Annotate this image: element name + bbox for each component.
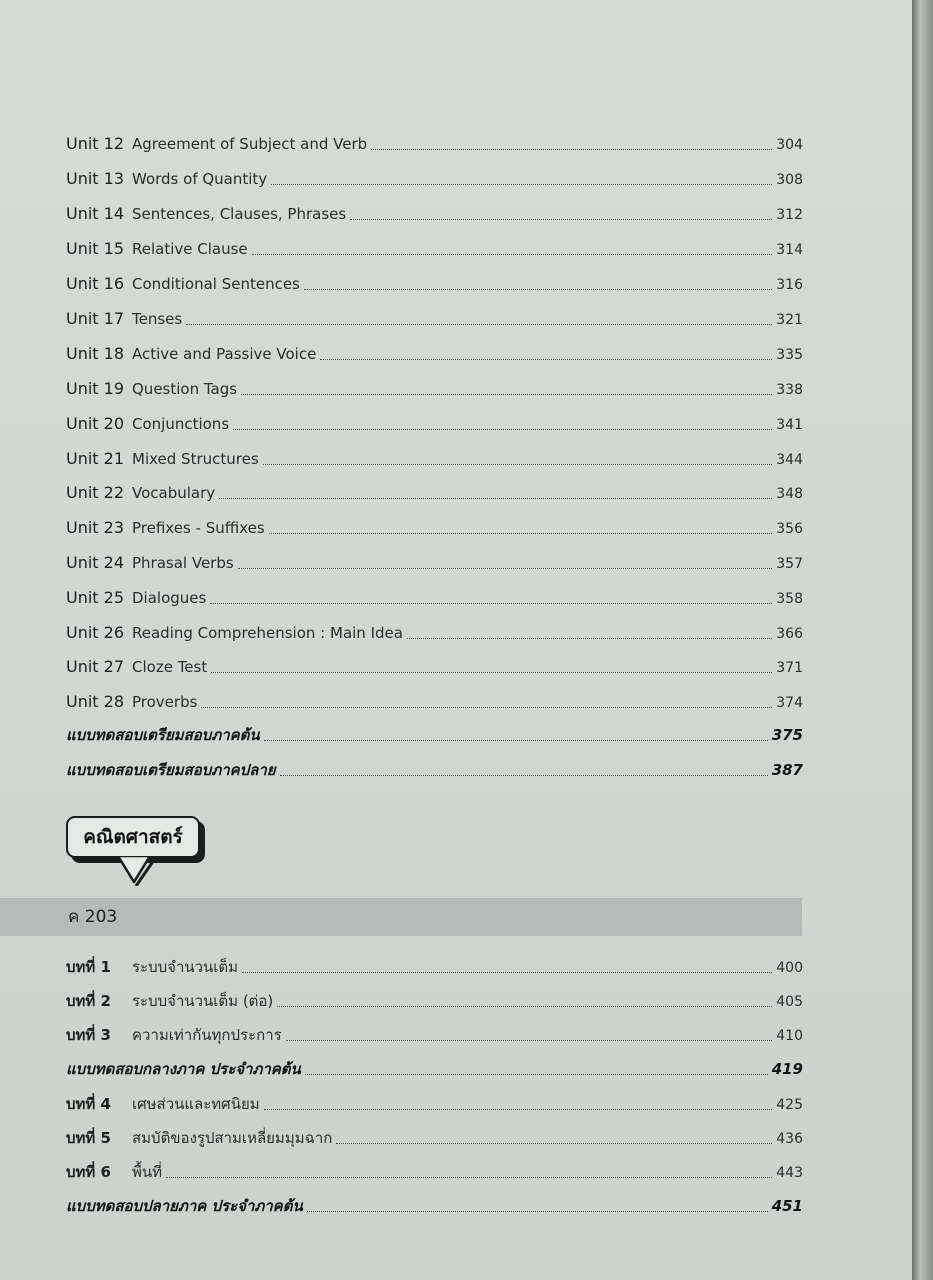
toc-row [66, 585, 803, 611]
unit-title: Reading Comprehension : Main Idea [132, 624, 403, 642]
chapter-number: บทที่ 2 [66, 992, 111, 1010]
toc-test-row [66, 722, 803, 748]
page-number: 410 [776, 1028, 803, 1044]
test-title: แบบทดสอบเตรียมสอบภาคต้น [66, 726, 260, 744]
page-number: 312 [776, 207, 803, 223]
unit-number: Unit 26 [66, 623, 125, 642]
page-number: 371 [776, 660, 803, 676]
page-number: 419 [771, 1060, 803, 1078]
dot-leader [241, 393, 772, 395]
toc-row [66, 306, 803, 332]
page-number: 366 [776, 626, 803, 642]
unit-title: Sentences, Clauses, Phrases [132, 205, 347, 223]
unit-number: Unit 17 [66, 309, 125, 328]
page-edge [912, 0, 933, 1280]
toc-row [66, 131, 803, 157]
page-number: 316 [776, 277, 803, 293]
unit-number: Unit 13 [66, 169, 125, 188]
toc-test-row [66, 1193, 803, 1219]
toc-row [66, 1159, 803, 1185]
dot-leader [238, 567, 773, 569]
unit-number: Unit 28 [66, 692, 125, 711]
dot-leader [166, 1176, 772, 1178]
unit-title: Active and Passive Voice [132, 345, 317, 363]
dot-leader [286, 1039, 773, 1041]
unit-number: Unit 21 [66, 449, 125, 468]
toc-row [66, 1091, 803, 1117]
dot-leader [219, 497, 772, 499]
chapter-number: บทที่ 5 [66, 1129, 111, 1147]
toc-row [66, 1125, 803, 1151]
unit-number: Unit 15 [66, 239, 125, 258]
page-number: 357 [776, 556, 803, 572]
chapter-number: บทที่ 3 [66, 1026, 111, 1044]
section-label-math: คณิตศาสตร์ [66, 816, 200, 858]
page-number: 321 [776, 312, 803, 328]
toc-row [66, 166, 803, 192]
chapter-title: สมบัติของรูปสามเหลี่ยมมุมฉาก [132, 1129, 333, 1147]
unit-title: Phrasal Verbs [132, 554, 234, 572]
chapter-title: พื้นที่ [132, 1163, 163, 1181]
toc-row [66, 411, 803, 437]
toc-row [66, 236, 803, 262]
chapter-number: บทที่ 6 [66, 1163, 111, 1181]
dot-leader [320, 358, 772, 360]
dot-leader [186, 323, 772, 325]
unit-title: Relative Clause [132, 240, 248, 258]
toc-row [66, 376, 803, 402]
unit-title: Question Tags [132, 380, 238, 398]
page-number: 425 [776, 1097, 803, 1113]
dot-leader [252, 253, 773, 255]
unit-number: Unit 18 [66, 344, 125, 363]
unit-number: Unit 20 [66, 414, 125, 433]
toc-row [66, 988, 803, 1014]
page-number: 358 [776, 591, 803, 607]
unit-number: Unit 27 [66, 657, 125, 676]
chapter-title: ระบบจำนวนเต็ม [132, 958, 239, 976]
toc-row [66, 201, 803, 227]
dot-leader [307, 1210, 768, 1212]
page-number: 344 [776, 452, 803, 468]
test-title: แบบทดสอบกลางภาค ประจำภาคต้น [66, 1060, 301, 1078]
unit-title: Mixed Structures [132, 450, 259, 468]
chapter-number: บทที่ 1 [66, 958, 111, 976]
dot-leader [269, 532, 773, 534]
dot-leader [304, 288, 772, 290]
page-number: 387 [771, 761, 803, 779]
dot-leader [201, 706, 772, 708]
unit-number: Unit 24 [66, 553, 125, 572]
page-number: 308 [776, 172, 803, 188]
dot-leader [233, 428, 772, 430]
toc-row [66, 1022, 803, 1048]
toc-row [66, 689, 803, 715]
toc-row [66, 271, 803, 297]
chapter-title: เศษส่วนและทศนิยม [132, 1095, 260, 1113]
dot-leader [211, 671, 772, 673]
toc-row [66, 341, 803, 367]
dot-leader [407, 637, 772, 639]
page-number: 348 [776, 486, 803, 502]
unit-title: Vocabulary [132, 484, 216, 502]
dot-leader [271, 183, 772, 185]
unit-title: Conditional Sentences [132, 275, 300, 293]
unit-title: Dialogues [132, 589, 207, 607]
toc-test-row [66, 1056, 803, 1082]
toc-row [66, 480, 803, 506]
toc-test-row [66, 757, 803, 783]
page-number: 436 [776, 1131, 803, 1147]
dot-leader [242, 971, 772, 973]
dot-leader [280, 774, 768, 776]
dot-leader [277, 1005, 772, 1007]
page-number: 443 [776, 1165, 803, 1181]
test-title: แบบทดสอบเตรียมสอบภาคปลาย [66, 761, 276, 779]
course-code: ค 203 [68, 907, 118, 927]
chapter-title: ระบบจำนวนเต็ม (ต่อ) [132, 992, 274, 1010]
dot-leader [371, 148, 772, 150]
page-number: 335 [776, 347, 803, 363]
page-number: 304 [776, 137, 803, 153]
unit-number: Unit 19 [66, 379, 125, 398]
unit-number: Unit 25 [66, 588, 125, 607]
toc-row [66, 515, 803, 541]
page-number: 400 [776, 960, 803, 976]
unit-title: Tenses [132, 310, 183, 328]
unit-number: Unit 22 [66, 483, 125, 502]
toc-row [66, 654, 803, 680]
dot-leader [210, 602, 772, 604]
unit-title: Prefixes - Suffixes [132, 519, 265, 537]
page-number: 341 [776, 417, 803, 433]
dot-leader [264, 739, 768, 741]
toc-row [66, 446, 803, 472]
dot-leader [305, 1073, 768, 1075]
dot-leader [350, 218, 772, 220]
unit-number: Unit 23 [66, 518, 125, 537]
toc-row [66, 550, 803, 576]
page-number: 451 [771, 1197, 803, 1215]
unit-number: Unit 14 [66, 204, 125, 223]
page-number: 405 [776, 994, 803, 1010]
page-number: 338 [776, 382, 803, 398]
unit-title: Cloze Test [132, 658, 208, 676]
chapter-number: บทที่ 4 [66, 1095, 111, 1113]
dot-leader [336, 1142, 772, 1144]
toc-row [66, 954, 803, 980]
unit-title: Words of Quantity [132, 170, 268, 188]
page-number: 356 [776, 521, 803, 537]
page-number: 374 [776, 695, 803, 711]
page-number: 314 [776, 242, 803, 258]
unit-number: Unit 12 [66, 134, 125, 153]
unit-title: Proverbs [132, 693, 198, 711]
dot-leader [263, 463, 773, 465]
test-title: แบบทดสอบปลายภาค ประจำภาคต้น [66, 1197, 303, 1215]
unit-title: Agreement of Subject and Verb [132, 135, 368, 153]
arrow-down-icon [114, 856, 154, 886]
unit-number: Unit 16 [66, 274, 125, 293]
course-band [0, 898, 802, 936]
toc-row [66, 620, 803, 646]
unit-title: Conjunctions [132, 415, 230, 433]
page-number: 375 [771, 726, 803, 744]
dot-leader [264, 1108, 773, 1110]
chapter-title: ความเท่ากันทุกประการ [132, 1026, 282, 1044]
